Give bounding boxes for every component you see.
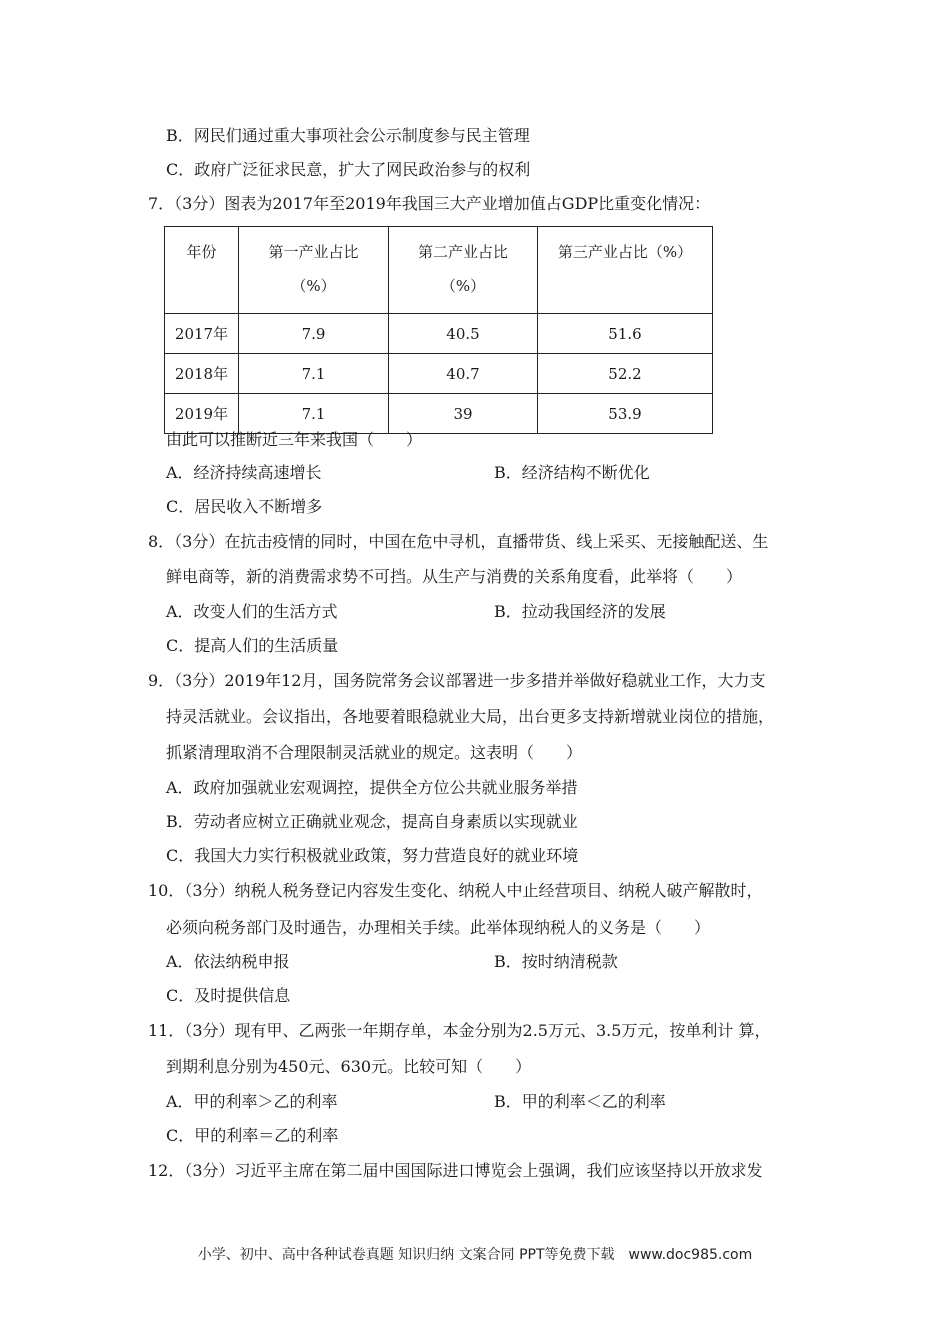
gdp-share-table: [164, 226, 713, 434]
q7-option-c: C．居民收入不断增多: [166, 497, 323, 516]
q8-line-2: 鲜电商等，新的消费需求势不可挡。从生产与消费的关系角度看，此举将（ ）: [166, 567, 743, 586]
q7-stem: 7．（3分）图表为2017年至2019年我国三大产业增加值占GDP比重变化情况：: [148, 194, 711, 213]
q9-line-1: 9．（3分）2019年12月，国务院常务会议部署进一步多措并举做好稳就业工作，大力支: [148, 671, 766, 690]
cell-year: 2019年: [165, 394, 239, 434]
table-row: [165, 354, 713, 394]
q9-line-2: 持灵活就业。会议指出，各地要着眼稳就业大局，出台更多支持新增就业岗位的措施，: [166, 707, 775, 726]
q7-option-b: B．经济结构不断优化: [494, 463, 650, 482]
q10-option-a: A．依法纳税申报: [166, 952, 290, 971]
q6-option-b: B．网民们通过重大事项社会公示制度参与民主管理: [166, 126, 530, 145]
q11-option-a: A．甲的利率＞乙的利率: [166, 1092, 338, 1111]
q7-option-a: A．经济持续高速增长: [166, 463, 322, 482]
header-tertiary: 第三产业占比（%）: [538, 227, 713, 314]
cell-year: 2018年: [165, 354, 239, 394]
q8-option-c: C．提高人们的生活质量: [166, 636, 339, 655]
cell-tertiary: 51.6: [538, 314, 713, 354]
q11-line-1: 11．（3分）现有甲、乙两张一年期存单，本金分别为2.5万元、3.5万元，按单利计 算，: [148, 1021, 771, 1040]
cell-secondary: 40.7: [389, 354, 538, 394]
header-year: 年份: [165, 227, 239, 314]
q7-follow: 由此可以推断近三年来我国（ ）: [166, 430, 423, 449]
table-row: [165, 394, 713, 434]
q10-option-b: B．按时纳清税款: [494, 952, 618, 971]
q11-option-b: B．甲的利率＜乙的利率: [494, 1092, 666, 1111]
cell-primary: 7.1: [239, 394, 389, 434]
cell-tertiary: 53.9: [538, 394, 713, 434]
cell-year: 2017年: [165, 314, 239, 354]
table-row: [165, 314, 713, 354]
q10-line-2: 必须向税务部门及时通告，办理相关手续。此举体现纳税人的义务是（ ）: [166, 918, 711, 937]
q12-line-1: 12．（3分）习近平主席在第二届中国国际进口博览会上强调，我们应该坚持以开放求发: [148, 1161, 763, 1180]
cell-tertiary: 52.2: [538, 354, 713, 394]
header-primary: 第一产业占比 （%）: [239, 227, 389, 314]
header-secondary: 第二产业占比 （%）: [389, 227, 538, 314]
q9-option-a: A．政府加强就业宏观调控，提供全方位公共就业服务举措: [166, 778, 578, 797]
q6-option-c: C．政府广泛征求民意，扩大了网民政治参与的权利: [166, 160, 531, 179]
cell-primary: 7.1: [239, 354, 389, 394]
table-header-row: [165, 227, 713, 314]
page-footer: 小学、初中、高中各种试卷真题 知识归纳 文案合同 PPT等免费下载 www.doc985.com: [197, 1247, 753, 1263]
q8-option-b: B．拉动我国经济的发展: [494, 602, 666, 621]
q11-line-2: 到期利息分别为450元、630元。比较可知（ ）: [166, 1057, 532, 1076]
cell-primary: 7.9: [239, 314, 389, 354]
q11-option-c: C．甲的利率＝乙的利率: [166, 1126, 339, 1145]
q10-option-c: C．及时提供信息: [166, 986, 291, 1005]
cell-secondary: 39: [389, 394, 538, 434]
q8-option-a: A．改变人们的生活方式: [166, 602, 338, 621]
q9-option-b: B．劳动者应树立正确就业观念，提高自身素质以实现就业: [166, 812, 578, 831]
q9-option-c: C．我国大力实行积极就业政策，努力营造良好的就业环境: [166, 846, 579, 865]
cell-secondary: 40.5: [389, 314, 538, 354]
q10-line-1: 10．（3分）纳税人税务登记内容发生变化、纳税人中止经营项目、纳税人破产解散时，: [148, 881, 763, 900]
q8-line-1: 8．（3分）在抗击疫情的同时，中国在危中寻机，直播带货、线上采买、无接触配送、生: [148, 532, 769, 551]
q9-line-3: 抓紧清理取消不合理限制灵活就业的规定。这表明（ ）: [166, 743, 583, 762]
